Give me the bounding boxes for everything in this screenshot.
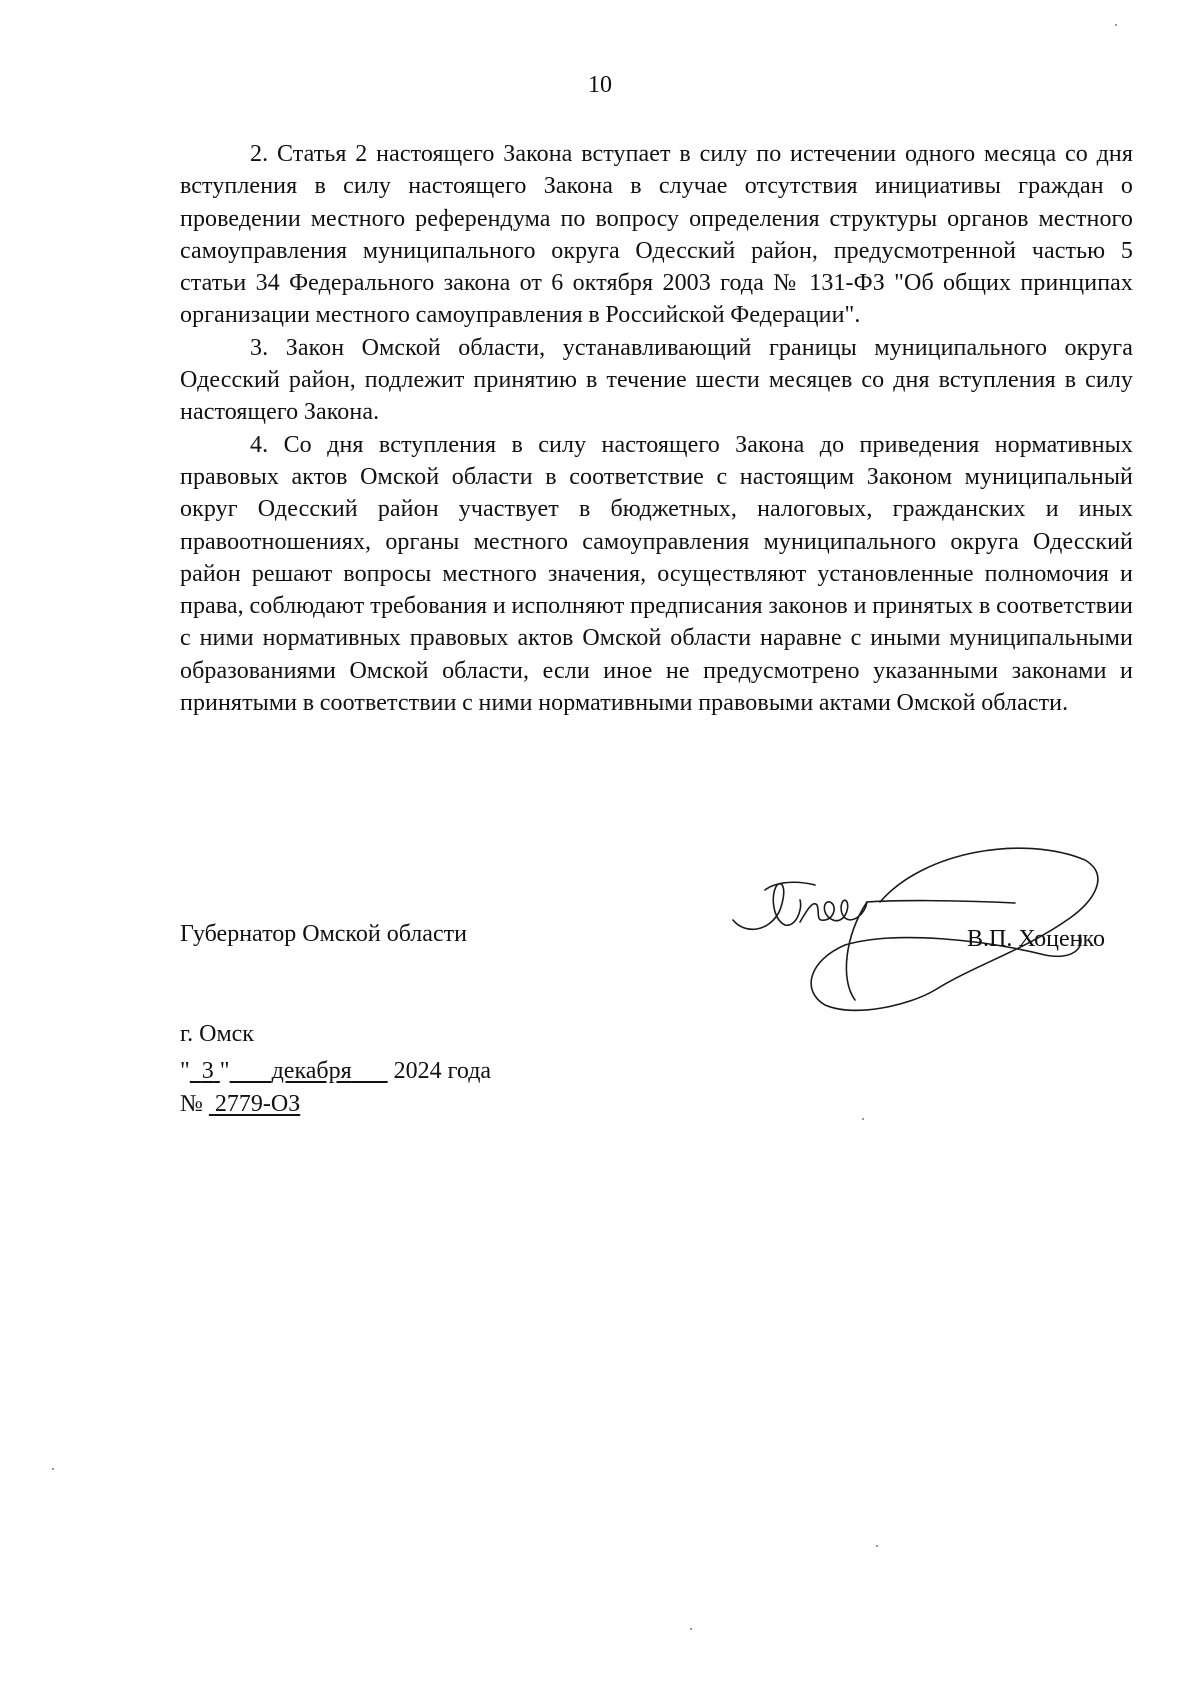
date-month xyxy=(230,1058,388,1084)
paragraph-article-3: 3. Закон Омской области, устанавливающий границы муниципального округа Одесский район, подлежит принятию в течение шести месяцев со дня вступления в силу настоящего Закона. xyxy=(180,334,1133,426)
governor-name: В.П. Хоценко xyxy=(967,926,1105,952)
signing-date xyxy=(180,1055,491,1087)
scan-speck xyxy=(690,1628,692,1630)
law-body-text xyxy=(180,138,1133,719)
date-day xyxy=(190,1058,220,1084)
number-value xyxy=(209,1091,300,1117)
paragraph-article-2: 2. Статья 2 настоящего Закона вступает в силу по истечении одного месяца со дня вступления в силу настоящего Закона в случае отсутствия инициативы граждан о проведении местного референдума по вопросу определения структуры органов местного самоуправления муниципального округа Одесский район, предусмотренной частью 5 статьи 34 Федерального закона от 6 октября 2003 года № 131-ФЗ "Об общих принципах организации местного самоуправления в Российской Федерации". xyxy=(180,141,1133,329)
city-line: г. Омск xyxy=(180,1021,254,1047)
scan-speck xyxy=(862,1118,864,1120)
date-month-value: декабря xyxy=(271,1058,352,1084)
scan-speck xyxy=(876,1545,878,1547)
date-day-value: 3 xyxy=(201,1058,214,1084)
governor-title: Губернатор Омской области xyxy=(180,921,467,947)
page-number: 10 xyxy=(588,72,612,98)
number-value-text: 2779-ОЗ xyxy=(214,1091,301,1117)
law-number xyxy=(180,1088,300,1120)
date-year: 2024 года xyxy=(393,1058,492,1084)
number-sign: № xyxy=(180,1091,203,1117)
scan-speck xyxy=(52,1468,54,1470)
paragraph-article-4: 4. Со дня вступления в силу настоящего Закона до приведения нормативных правовых актов Омской области в соответствие с настоящим Законом муниципальный округ Одесский район участвует в бюджетных, налоговых, гражданских и иных правоотношениях, органы местного самоуправления муниципального округа Одесский район решают вопросы местного значения, осуществляют установленные полномочия и права, соблюдают требования и исполняют предписания законов и принятых в соответствии с ними нормативных правовых актов Омской области наравне с иными муниципальными образованиями Омской области, если иное не предусмотрено указанными законами и принятыми в соответствии с ними нормативными правовыми актами Омской области. xyxy=(180,431,1133,717)
scan-speck xyxy=(1115,24,1117,26)
date-close-quote: " xyxy=(219,1058,230,1084)
date-open-quote: " xyxy=(180,1058,190,1084)
